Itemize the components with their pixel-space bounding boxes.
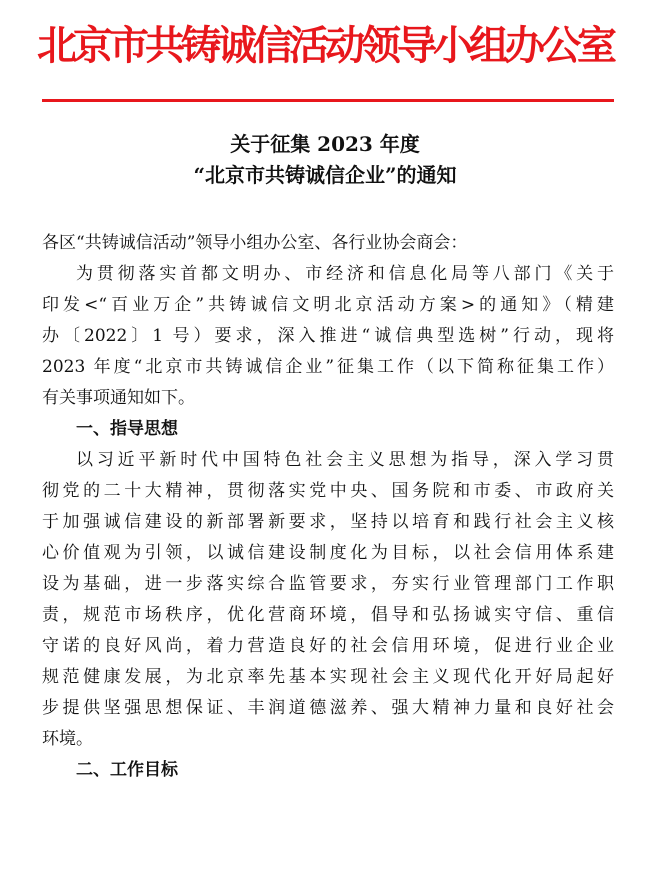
section1-line: 步提供坚强思想保证、丰润道德滋养、强大精神力量和良好社会 bbox=[42, 698, 614, 718]
intro-line: 2023 年度“北京市共铸诚信企业”征集工作（以下简称征集工作） bbox=[42, 357, 614, 377]
section1-line: 责，规范市场秩序，优化营商环境，倡导和弘扬诚实守信、重信 bbox=[42, 605, 614, 625]
document-body bbox=[42, 228, 614, 786]
section1-line: 规范健康发展，为北京率先基本实现社会主义现代化开好局起好 bbox=[42, 667, 614, 687]
section-heading-guiding-ideology: 一、指导思想 bbox=[76, 419, 178, 439]
intro-line: 为贯彻落实首都文明办、市经济和信息化局等八部门《关于 bbox=[76, 264, 614, 284]
organization-title: 北京市共铸诚信活动领导小组办公室 bbox=[37, 23, 613, 69]
section1-line: 于加强诚信建设的新部署新要求，坚持以培育和践行社会主义核 bbox=[42, 512, 614, 532]
intro-line: 印发<“百业万企”共铸诚信文明北京活动方案>的通知》（精建 bbox=[42, 295, 614, 315]
section1-line: 环境。 bbox=[42, 729, 93, 749]
salutation: 各区“共铸诚信活动”领导小组办公室、各行业协会商会： bbox=[42, 233, 468, 253]
section1-line: 设为基础，进一步落实综合监管要求，夯实行业管理部门工作职 bbox=[42, 574, 614, 594]
intro-line: 办〔2022〕1 号）要求，深入推进“诚信典型选树”行动，现将 bbox=[42, 326, 614, 346]
section-heading-work-goals: 二、工作目标 bbox=[76, 760, 178, 780]
header-divider bbox=[42, 99, 614, 102]
intro-line: 有关事项通知如下。 bbox=[42, 388, 195, 408]
document-title-line-2: “北京市共铸诚信企业”的通知 bbox=[193, 163, 457, 187]
section1-line: 心价值观为引领，以诚信建设制度化为目标，以社会信用体系建 bbox=[42, 543, 614, 563]
section1-line: 守诺的良好风尚，着力营造良好的社会信用环境，促进行业企业 bbox=[42, 636, 614, 656]
document-title-line-1: 关于征集 2023 年度 bbox=[230, 132, 420, 156]
section1-line: 彻党的二十大精神，贯彻落实党中央、国务院和市委、市政府关 bbox=[42, 481, 614, 501]
section1-line: 以习近平新时代中国特色社会主义思想为指导，深入学习贯 bbox=[76, 450, 614, 470]
